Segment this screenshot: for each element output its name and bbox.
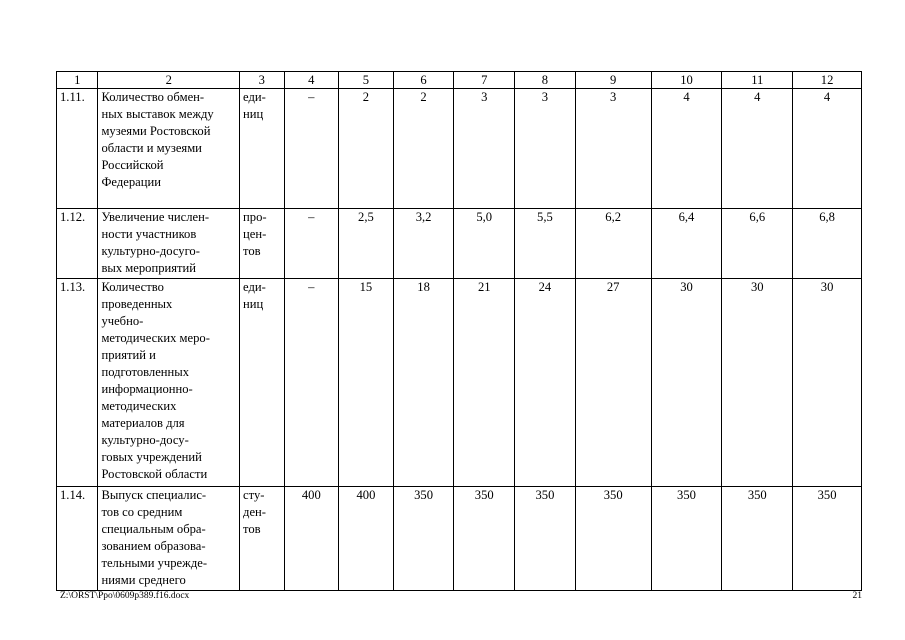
value-cell: – <box>284 89 339 209</box>
header-cell: 3 <box>240 72 284 89</box>
value-cell: 350 <box>454 487 515 591</box>
row-number: 1.14. <box>57 487 98 591</box>
value-cell: 4 <box>722 89 793 209</box>
value-cell: 21 <box>454 279 515 487</box>
value-cell: 6,4 <box>651 209 722 279</box>
value-cell: 24 <box>515 279 576 487</box>
row-number: 1.11. <box>57 89 98 209</box>
value-cell: 2 <box>393 89 454 209</box>
header-cell: 7 <box>454 72 515 89</box>
value-cell: 350 <box>575 487 651 591</box>
value-cell: 5,5 <box>515 209 576 279</box>
value-cell: – <box>284 279 339 487</box>
value-cell: 2 <box>339 89 394 209</box>
value-cell: 350 <box>651 487 722 591</box>
header-cell: 2 <box>98 72 240 89</box>
unit-cell: сту- ден- тов <box>240 487 284 591</box>
header-cell: 10 <box>651 72 722 89</box>
document-file-path: Z:\ORST\Ppo\0609p389.f16.docx <box>60 591 190 601</box>
value-cell: 350 <box>515 487 576 591</box>
value-cell: 15 <box>339 279 394 487</box>
value-cell: 350 <box>393 487 454 591</box>
value-cell: 4 <box>651 89 722 209</box>
row-number: 1.12. <box>57 209 98 279</box>
header-cell: 9 <box>575 72 651 89</box>
indicators-table <box>56 71 862 591</box>
value-cell: 400 <box>339 487 394 591</box>
value-cell: 27 <box>575 279 651 487</box>
value-cell: 6,6 <box>722 209 793 279</box>
header-cell: 8 <box>515 72 576 89</box>
value-cell: 30 <box>651 279 722 487</box>
header-cell: 12 <box>793 72 862 89</box>
value-cell: 5,0 <box>454 209 515 279</box>
value-cell: 350 <box>793 487 862 591</box>
unit-cell: еди- ниц <box>240 279 284 487</box>
value-cell: 6,2 <box>575 209 651 279</box>
row-number: 1.13. <box>57 279 98 487</box>
value-cell: 3 <box>575 89 651 209</box>
table-row <box>57 89 862 209</box>
value-cell: 6,8 <box>793 209 862 279</box>
value-cell: 30 <box>793 279 862 487</box>
value-cell: 3 <box>515 89 576 209</box>
header-cell: 11 <box>722 72 793 89</box>
indicator-description: Выпуск специалис- тов со средним специальным обра- зованием образова- тельными учрежде- ниями среднего <box>98 487 240 591</box>
header-cell: 4 <box>284 72 339 89</box>
value-cell: 30 <box>722 279 793 487</box>
indicator-description: Количество обмен- ных выставок между музеями Ростовской области и музеями Российской Федерации <box>98 89 240 209</box>
table-row <box>57 279 862 487</box>
indicator-description: Количество проведенных учебно- методических меро- приятий и подготовленных информационно- методических материалов для культурно-досу- говых учреждений Ростовской области <box>98 279 240 487</box>
unit-cell: еди- ниц <box>240 89 284 209</box>
indicator-description: Увеличение числен- ности участников культурно-досуго- вых мероприятий <box>98 209 240 279</box>
value-cell: 3 <box>454 89 515 209</box>
value-cell: 4 <box>793 89 862 209</box>
header-cell: 5 <box>339 72 394 89</box>
value-cell: 18 <box>393 279 454 487</box>
value-cell: 400 <box>284 487 339 591</box>
value-cell: 350 <box>722 487 793 591</box>
header-cell: 1 <box>57 72 98 89</box>
value-cell: 3,2 <box>393 209 454 279</box>
table-header-row <box>57 72 862 89</box>
page-number: 21 <box>852 591 862 601</box>
value-cell: 2,5 <box>339 209 394 279</box>
value-cell: – <box>284 209 339 279</box>
header-cell: 6 <box>393 72 454 89</box>
table-row <box>57 487 862 591</box>
unit-cell: про- цен- тов <box>240 209 284 279</box>
table-row <box>57 209 862 279</box>
